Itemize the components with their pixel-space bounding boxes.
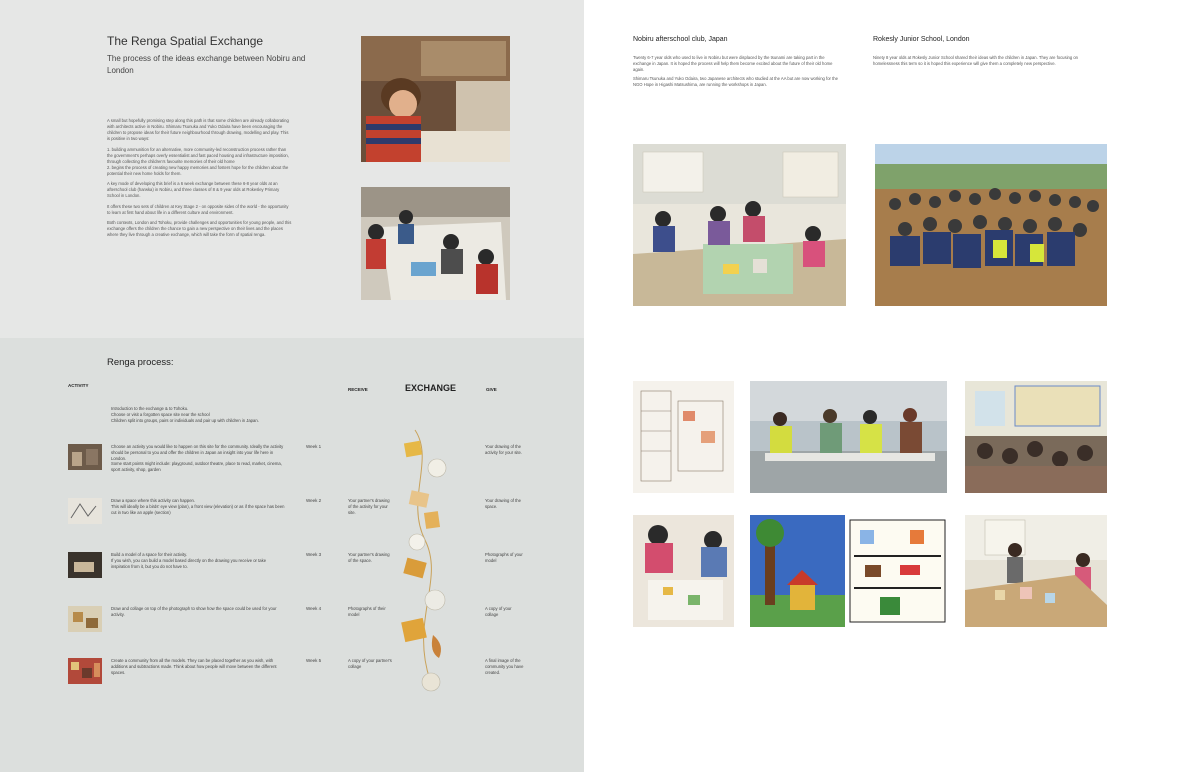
receive-text: Your partner's drawing of the space. <box>348 552 390 563</box>
receive-header: RECEIVE <box>348 387 368 392</box>
activity-description: Build a model of a space for their activity. If you wish, you can build a model based directly on the drawing you receive or take inspiration from it, but you do not have to. <box>111 552 267 569</box>
adults-bench-photo <box>750 381 947 493</box>
activity-thumbnail <box>68 444 102 470</box>
activity-thumbnail <box>68 606 102 632</box>
week-label: Week 4 <box>306 606 322 611</box>
page-subtitle: The process of the ideas exchange between Nobiru and London <box>107 54 306 75</box>
give-text: Photographs of your model <box>485 552 523 563</box>
activity-thumbnail <box>68 552 102 578</box>
nobiru-paragraph: Twenty 6-7 year olds who used to live in Nobiru but were displaced by the tsunami are taking part in the exchange in Japan. It is hoped the process will help them become excited about the future of their old home again. <box>633 55 833 72</box>
process-row <box>68 498 538 538</box>
sketch-photo <box>633 381 734 493</box>
give-text: Your drawing of the space. <box>485 498 521 509</box>
activity-thumbnail <box>68 498 102 524</box>
rokesly-paragraph: Ninety 8 year olds at Rokesly Junior School shared their ideas with the children in Japan. They are focusing on homelessness this term so it is hoped this experience will give them a completely new perspective. <box>873 55 1078 66</box>
activity-header: ACTIVITY <box>68 383 89 388</box>
intro-paragraph: A key mode of developing this brief is a 6 week exchange between these 6-8 year olds at an afterschool club (harwka) in Nobiru, and three classes of 8 & 9 year olds at Rokesley Primary School in London. <box>107 181 280 198</box>
receive-text: Photographs of their model <box>348 606 386 617</box>
nobiru-text <box>633 55 843 92</box>
activity-description: Choose an activity you would like to happen on this site for the community. Ideally the activity should be personal to you and offer the children in Japan an insight into your life here in London. Some start points might include: playground, outdoor theatre, place to read, market, cinema, sport activity, shop, garden <box>111 444 284 473</box>
child-craft-photo <box>633 515 734 627</box>
process-row <box>68 658 538 698</box>
intro-text <box>107 118 292 243</box>
process-row <box>68 552 538 592</box>
process-row <box>68 444 538 484</box>
rokesly-title: Rokesly Junior School, London <box>873 36 970 43</box>
give-text: Your drawing of the activity for your site. <box>485 444 523 455</box>
intro-paragraph: It offers these two sets of children at Key Stage 2 - on opposite sides of the world - the opportunity to learn at first hand about life in a different culture and environment. <box>107 203 289 215</box>
give-text: A final image of the community you have created. <box>485 658 524 675</box>
intro-paragraph: Both contexts, London and Tohoku, provide challenges and opportunities for young people, and this exchange offers the children the chance to gain a new perspective on their lives and the places where they live through a creative exchange, which will take the form of spatial renga. <box>107 220 292 237</box>
model-community-photo <box>965 515 1107 627</box>
process-row <box>68 606 538 646</box>
child-drawing-artwork <box>750 515 947 627</box>
receive-text: Your partner's drawing of the activity for your site. <box>348 498 390 515</box>
intro-paragraph: A small but hopefully promising step along this path is that some children are already collaborating with architects active in Nobiru. Shimaru Tsunuka and Yuko Odaira have been encouraging the children to propose ideas for their future neighbourhood through drawing, modelling and play. This is positive in two ways: <box>107 118 289 141</box>
activity-description: Draw a space where this activity can happen. This will ideally be a birds' eye view (plan), a front view (elevation) or as if the space has been cut in two like an apple (section) <box>111 498 285 515</box>
child-drawing-photo <box>361 36 510 162</box>
classroom-photo <box>965 381 1107 493</box>
activity-description: Draw and collage on top of the photograph to show how the space could be used for your activity. <box>111 606 277 617</box>
give-header: GIVE <box>486 387 497 392</box>
week-label: Week 1 <box>306 444 322 449</box>
week-label: Week 5 <box>306 658 322 663</box>
rokesly-group-photo <box>875 144 1107 306</box>
intro-step: Introduction to the exchange & to Tohoku. Choose or visit a forgotten space site near the school Children split into groups, pairs or individuals and pair up with children in Japan. <box>111 406 259 423</box>
exchange-header: EXCHANGE <box>405 383 457 393</box>
week-label: Week 3 <box>306 552 322 557</box>
nobiru-paragraph: Shimaru Tsunuka and Yuko Odaira, two Japanese architects who studied at the AA but are now working for the NGO Hope in Higashi Matsushima, are running the workshops in Japan. <box>633 76 838 88</box>
process-title: Renga process: <box>107 357 174 368</box>
nobiru-group-photo <box>633 144 846 306</box>
nobiru-title: Nobiru afterschool club, Japan <box>633 36 728 43</box>
week-label: Week 2 <box>306 498 322 503</box>
rokesly-text <box>873 55 1098 71</box>
activity-thumbnail <box>68 658 102 684</box>
page-title: The Renga Spatial Exchange <box>107 34 264 48</box>
intro-paragraph: 1. building ammunition for an alternative, more community-led reconstruction process rather than the government's perhaps overly essentialist and fast paced housing and infrastructure imposition, through collecting the children's favourite memories of their old home 2. begins the process of creating new happy memories and fosters hope for the children about the potential their new home holds for them. <box>107 146 289 176</box>
children-table-photo <box>361 187 510 300</box>
receive-text: A copy of your partner's collage <box>348 658 392 669</box>
activity-description: Create a community from all the models. They can be placed together as you wish, with additions and subtractions made. Think about how people will move between the different spaces. <box>111 658 277 675</box>
exchange-chain-illustration <box>395 420 465 700</box>
give-text: A copy of your collage <box>485 606 512 617</box>
